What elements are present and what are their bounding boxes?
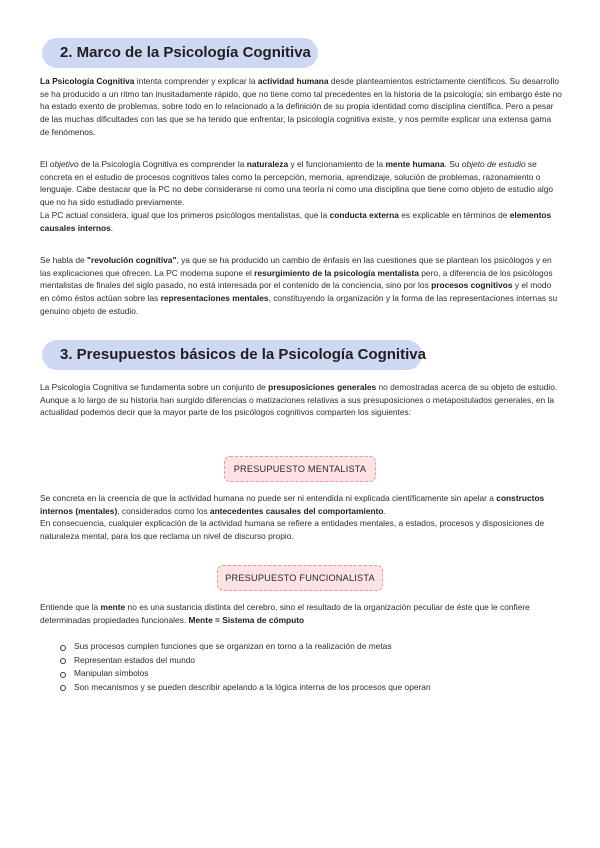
text-span: de la Psicología Cognitiva es comprender la [78,159,247,169]
section-3-paragraph-1 [40,381,562,419]
text-span: no demostradas acerca de su objeto de estudio. Aunque a lo largo de su historia han surgido diferencias o matizaciones relativas a sus presuposiciones o metapostulados generales, en la actualidad podemos decir que la mayor parte de los psicólogos cognitivos comparten los siguientes: [40,382,558,418]
tag-label: PRESUPUESTO MENTALISTA [233,464,367,474]
text-span: Se concreta en la creencia de que la actividad humana no puede ser ni entendida ni explicada científicamente sin apelar a [40,493,497,503]
text-span: y el funcionamiento de la [288,159,386,169]
text-span: . [383,505,386,516]
bold-text: resurgimiento de la psicología mentalista [254,267,419,278]
text-span: . [110,222,114,233]
text-span: desde planteamientos estrictamente científicos. Su desarrollo se ha producido a un ritmo tan inusitadamente rápido, que no tiene como tal precedentes en la historia de la psicología; sin embargo éste no ha estado exento de problemas, sobre todo en lo relacionado a la definición de su propia identidad como disciplina científica. Pero a pesar de las muchas dificultades con las que se ha tenido que enfrentar, la psicología cognitiva existe, y nos permite explicar una extensa gama de fenómenos. [40,76,562,137]
text-span: La Psicología Cognitiva se fundamenta sobre un conjunto de [40,382,269,392]
text-span: no es una sustancia distinta del cerebro, sino el resultado de la organización peculiar de éste que le confiere determinadas propiedades funcionales. [40,602,530,625]
section-3-heading [42,340,426,370]
text-span: es explicable en términos de [398,209,510,220]
bold-text: presuposiciones generales [268,382,377,392]
bold-text: constructos internos (mentales) [40,493,545,516]
list-item [60,640,560,654]
text-span: . Su [444,159,462,169]
section-2-paragraph-2 [40,158,562,234]
text-span: El [40,159,50,169]
bold-text: Mente = Sistema de cómputo [188,614,305,625]
bold-text: mente [100,602,126,612]
bullet-circle-icon [60,672,66,678]
presupuesto-mentalista-tag [224,456,376,482]
bullet-circle-icon [60,658,66,664]
bold-text: naturaleza [246,159,289,169]
section-2-paragraph-3 [40,209,562,234]
text-span: Entiende que la [40,602,101,612]
section-2-paragraph-4 [40,254,562,318]
bold-text: actividad humana [257,76,329,86]
bold-text: procesos cognitivos [431,280,513,291]
bold-text: La Psicología Cognitiva [40,76,135,86]
bold-text: conducta externa [329,209,399,220]
section-3-paragraph-3: En consecuencia, cualquier explicación de la actividad humana se refiere a entidades mentales, a estados, procesos y disposiciones de naturaleza mental, para los que reclama un nivel de discurso propio. [40,518,545,542]
list-item [60,667,560,681]
text-span: y el modo en cómo éstos actúan sobre las [40,280,552,304]
functionalist-properties-list [60,640,560,694]
list-item-text: Son mecanismos y se pueden describir apelando a la lógica interna de los procesos que operan [74,681,431,692]
list-item-text: Manipulan símbolos [74,668,149,679]
bullet-circle-icon [60,685,66,691]
text-span: intenta comprender y explicar la [134,76,258,86]
section-3-paragraph-4 [40,601,562,626]
bold-text: "revolución cognitiva" [87,255,177,265]
section-2-paragraph-1 [40,75,562,139]
section-3-paragraph-2 [40,492,562,543]
italic-text: objetivo [49,159,79,169]
text-span: , considerados como los [117,505,210,516]
italic-text: objeto de estudio [461,159,526,169]
section-2-title: 2. Marco de la Psicología Cognitiva [60,44,311,61]
text-span: pero, a diferencia de los psicólogos mentalistas de finales del siglo pasado, no está interesada por el contenido de la conciencia, sino por los [40,267,553,291]
bold-text: elementos causales internos [40,209,552,233]
bold-text: representaciones mentales [160,293,269,304]
text-span: Se habla de [40,255,88,265]
bold-text: antecedentes causales del comportamiento [209,505,384,516]
text-span: se concreta en el estudio de procesos cognitivos tales como la percepción, memoria, aprendizaje, solución de problemas, razonamiento o lenguaje. Cabe destacar que la PC no debe considerarse ni como una teoría ni como una disciplina que tiene como objeto de estudio algo que no ha sido estudiado previamente. [40,159,554,208]
list-item [60,654,560,668]
list-item-text: Representan estados del mundo [74,654,196,665]
bold-text: mente humana [385,159,445,169]
text-span: , ya que se ha producido un cambio de énfasis en las cuestiones que se plantean los psicólogos y en las explicaciones que ofrecen. La PC moderna supone el [40,255,552,278]
list-item-text: Sus procesos cumplen funciones que se organizan en torno a la realización de metas [74,641,392,651]
presupuesto-funcionalista-tag [217,565,383,591]
section-3-title: 3. Presupuestos básicos de la Psicología Cognitiva [60,346,426,363]
text-span: La PC actual considera, igual que los primeros psicólogos mentalistas, que la [40,209,330,220]
bullet-circle-icon [60,645,66,651]
text-span: , constituyendo la organización y la forma de las representaciones internas su genuino objeto de estudio. [40,293,558,316]
list-item [60,681,560,695]
tag-label: PRESUPUESTO FUNCIONALISTA [225,573,375,583]
section-2-heading [42,38,318,68]
